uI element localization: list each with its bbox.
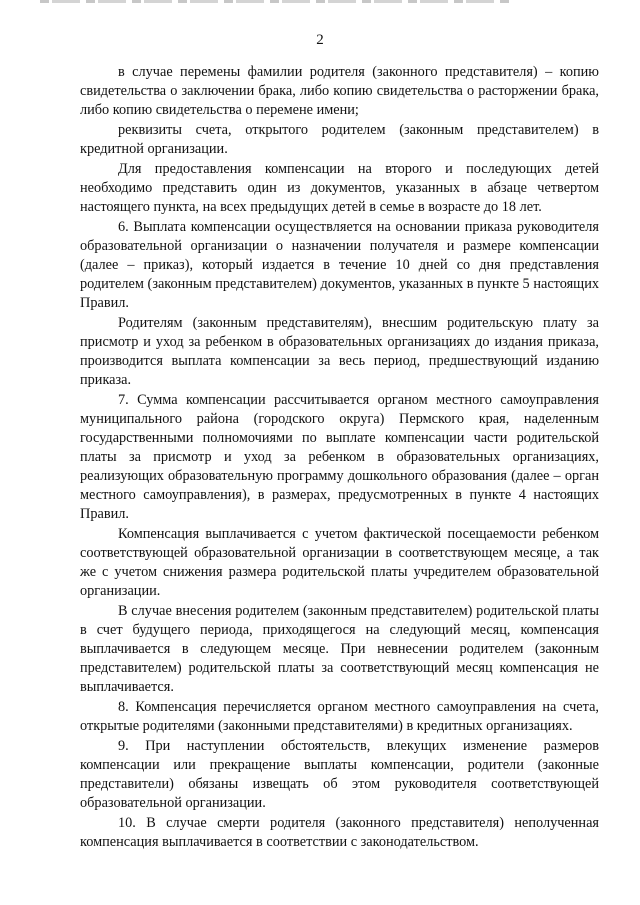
paragraph-name-change-docs: в случае перемены фамилии родителя (законного представителя) – копию свидетельства о заключении брака, либо копию свидетельства о расторжении брака, либо копию свидетельства о перемене имени; [80, 64, 599, 118]
document-body [80, 63, 599, 852]
paragraph-prepaid-parents: Родителям (законным представителям), внесшим родительскую плату за присмотр и уход за ребенком в образовательных организациях до издания приказа, производится выплата компенсации за весь период, предшествующий изданию приказа. [80, 315, 599, 389]
page-number: 2 [316, 32, 324, 48]
paragraph-attendance: Компенсация выплачивается с учетом фактической посещаемости ребенком соответствующей образовательной организации в соответствующем месяце, а так же с учетом снижения размера родительской платы учредителем образовательной организации. [80, 526, 599, 599]
paragraph-second-children: Для предоставления компенсации на второго и последующих детей необходимо представить один из документов, указанных в абзаце четвертом настоящего пункта, на всех предыдущих детей в семье в возрасте до 18 лет. [80, 161, 599, 216]
paragraph-item-10: 10. В случае смерти родителя (законного представителя) неполученная компенсация выплачивается в соответствии с законодательством. [80, 815, 599, 851]
paragraph-item-7: 7. Сумма компенсации рассчитывается органом местного самоуправления муниципального района (городского округа) Пермского края, наделенным государственными полномочиями по выплате компенсации части родительской платы за присмотр и уход за ребенком в образовательных организациях, реализующих образовательную программу дошкольного образования (далее – орган местного самоуправления), в размерах, предусмотренных в пункте 4 настоящих Правил. [80, 392, 599, 522]
scan-top-edge [40, 0, 510, 3]
paragraph-item-8: 8. Компенсация перечисляется органом местного самоуправления на счета, открытые родителями (законными представителями) в кредитных организациях. [80, 699, 599, 734]
paragraph-future-period: В случае внесения родителем (законным представителем) родительской платы в счет будущего периода, приходящегося на следующий месяц, компенсация выплачивается в следующем месяце. При невнесении родителем (законным представителем) родительской платы за соответствующий месяц компенсация не выплачивается. [80, 603, 599, 695]
paragraph-item-9: 9. При наступлении обстоятельств, влекущих изменение размеров компенсации или прекращение выплаты компенсации, родители (законные представители) обязаны извещать об этом руководителя соответствующей образовательной организации. [80, 738, 599, 811]
paragraph-item-6: 6. Выплата компенсации осуществляется на основании приказа руководителя образовательной организации о назначении получателя и размере компенсации (далее – приказ), который издается в течение 10 дней со дня представления родителем (законным представителем) документов, указанных в пункте 5 настоящих Правил. [80, 219, 599, 312]
paragraph-bank-account: реквизиты счета, открытого родителем (законным представителем) в кредитной организации. [80, 122, 599, 158]
